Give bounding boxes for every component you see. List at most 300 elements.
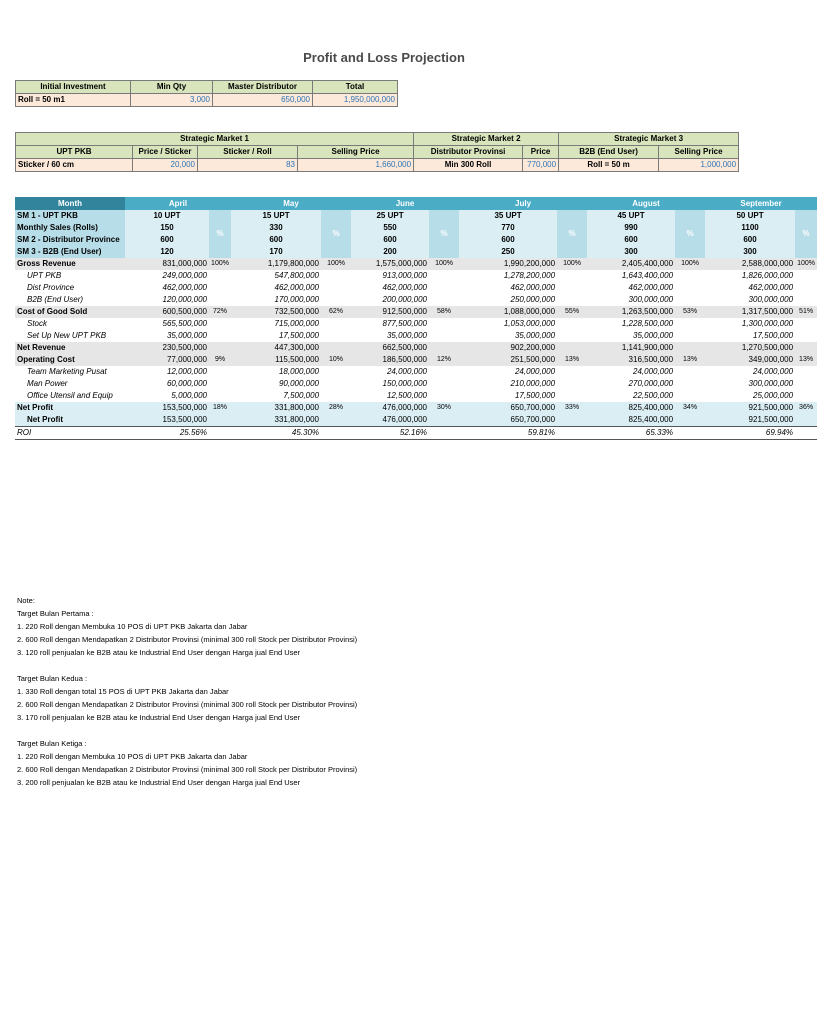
row-percent [675, 390, 705, 402]
row-percent [429, 342, 459, 354]
row-percent [321, 390, 351, 402]
row-value: 1,270,500,000 [705, 342, 795, 354]
row-percent: 34% [675, 402, 705, 414]
row-percent [795, 414, 817, 427]
row-value: 1,317,500,000 [705, 306, 795, 318]
financial-row [15, 342, 817, 354]
row-value: 77,000,000 [125, 354, 209, 366]
row-percent [675, 342, 705, 354]
roi-label: ROI [15, 427, 125, 440]
sm-row-label: SM 3 - B2B (End User) [15, 246, 125, 258]
note-line: 1. 330 Roll dengan total 15 POS di UPT PKB Jakarta dan Jabar [17, 687, 229, 696]
roi-value: 65.33% [587, 427, 675, 440]
row-value: 12,500,000 [386, 391, 428, 400]
row-percent [675, 270, 705, 282]
row-percent: 58% [429, 306, 459, 318]
row-value: 251,500,000 [459, 354, 557, 366]
financial-row [15, 390, 817, 402]
row-value: 170,000,000 [274, 295, 320, 304]
notes-section [17, 594, 357, 789]
sm-value: 170 [231, 246, 321, 258]
row-value: 1,643,400,000 [621, 271, 674, 280]
row-value: 186,500,000 [351, 354, 429, 366]
row-value: 300,000,000 [748, 379, 794, 388]
header-sticker-roll: Sticker / Roll [198, 146, 298, 159]
header-min-qty: Min Qty [131, 81, 213, 94]
row-percent [795, 294, 817, 306]
row-value: 1,300,000,000 [741, 319, 794, 328]
month-name: August [587, 197, 705, 210]
row-value: 300,000,000 [628, 295, 674, 304]
row-percent [557, 318, 587, 330]
sm-value: 250 [459, 246, 557, 258]
b2b-selling-price-value: 1,000,000 [659, 159, 739, 172]
row-percent [795, 282, 817, 294]
row-value: 230,500,000 [125, 342, 209, 354]
row-percent [795, 342, 817, 354]
market-item: Sticker / 60 cm [16, 159, 133, 172]
row-value: 1,990,200,000 [459, 258, 557, 270]
row-percent [557, 270, 587, 282]
row-percent [209, 270, 231, 282]
month-label: Month [15, 197, 125, 210]
row-value: 17,500,000 [278, 331, 320, 340]
row-value: 447,300,000 [231, 342, 321, 354]
row-percent [557, 366, 587, 378]
row-percent: 100% [795, 258, 817, 270]
market-row [16, 159, 739, 172]
header-selling-price-b2b: Selling Price [659, 146, 739, 159]
row-value: 210,000,000 [510, 379, 556, 388]
row-value: 270,000,000 [628, 379, 674, 388]
note-line: 1. 220 Roll dengan Membuka 10 POS di UPT PKB Jakarta dan Jabar [17, 622, 248, 631]
row-label: UPT PKB [27, 271, 62, 280]
percent-column-header: % [675, 210, 705, 258]
row-value: 831,000,000 [125, 258, 209, 270]
row-label: Operating Cost [15, 354, 125, 366]
month-name: September [705, 197, 817, 210]
row-value: 17,500,000 [514, 391, 556, 400]
row-value: 1,053,000,000 [503, 319, 556, 328]
row-percent: 55% [557, 306, 587, 318]
roi-spacer [429, 427, 459, 440]
row-percent [557, 378, 587, 390]
row-value: 462,000,000 [162, 283, 207, 292]
sm-value: 1100 [705, 222, 795, 234]
row-percent [209, 342, 231, 354]
row-percent: 28% [321, 402, 351, 414]
strategic-market-table [15, 132, 739, 172]
row-percent [429, 294, 459, 306]
sm-value: 990 [587, 222, 675, 234]
row-value: 921,500,000 [705, 402, 795, 414]
row-value: 476,000,000 [351, 402, 429, 414]
row-percent [429, 270, 459, 282]
row-percent [675, 282, 705, 294]
row-percent [321, 282, 351, 294]
row-value: 732,500,000 [231, 306, 321, 318]
row-percent [557, 282, 587, 294]
roi-value: 69.94% [705, 427, 795, 440]
row-percent [429, 330, 459, 342]
header-selling-price: Selling Price [298, 146, 414, 159]
row-percent [321, 330, 351, 342]
header-upt-pkb: UPT PKB [16, 146, 133, 159]
row-percent [557, 390, 587, 402]
row-value: 153,500,000 [125, 414, 209, 427]
row-percent [209, 282, 231, 294]
row-value: 2,405,400,000 [587, 258, 675, 270]
row-value: 565,500,000 [162, 319, 207, 328]
row-percent [209, 294, 231, 306]
row-label: Office Utensil and Equip [27, 391, 113, 400]
note-line: 1. 220 Roll dengan Membuka 10 POS di UPT PKB Jakarta dan Jabar [17, 752, 248, 761]
header-price: Price [523, 146, 559, 159]
row-percent [675, 318, 705, 330]
sm-value: 150 [125, 222, 209, 234]
row-percent: 9% [209, 354, 231, 366]
row-percent [429, 366, 459, 378]
month-name: May [231, 197, 351, 210]
row-value: 1,263,500,000 [587, 306, 675, 318]
row-value: 2,588,000,000 [705, 258, 795, 270]
total-value: 1,950,000,000 [313, 94, 398, 107]
row-value: 650,700,000 [459, 402, 557, 414]
sm-value: 10 UPT [125, 210, 209, 222]
percent-column-header: % [557, 210, 587, 258]
note-heading: Target Bulan Pertama : [17, 609, 94, 618]
roi-value: 25.56% [125, 427, 209, 440]
row-percent [209, 366, 231, 378]
row-value: 715,000,000 [274, 319, 320, 328]
row-value: 462,000,000 [748, 283, 794, 292]
row-value: 1,088,000,000 [459, 306, 557, 318]
row-value: 24,000,000 [514, 367, 556, 376]
header-total: Total [313, 81, 398, 94]
percent-column-header: % [429, 210, 459, 258]
header-distributor-provinsi: Distributor Provinsi [414, 146, 523, 159]
sm-value: 600 [125, 234, 209, 246]
row-percent [429, 378, 459, 390]
selling-price-value: 1,660,000 [298, 159, 414, 172]
sm-value: 300 [705, 246, 795, 258]
sm-value: 600 [587, 234, 675, 246]
row-value: 300,000,000 [748, 295, 794, 304]
row-value: 1,228,500,000 [621, 319, 674, 328]
row-value: 24,000,000 [753, 367, 794, 376]
row-percent [795, 378, 817, 390]
row-percent: 36% [795, 402, 817, 414]
row-percent: 18% [209, 402, 231, 414]
roi-spacer [795, 427, 817, 440]
roi-spacer [557, 427, 587, 440]
row-value: 825,400,000 [587, 414, 675, 427]
percent-column-header: % [321, 210, 351, 258]
distributor-provinsi-value: Min 300 Roll [414, 159, 523, 172]
row-percent [675, 294, 705, 306]
row-percent: 100% [321, 258, 351, 270]
row-value: 35,000,000 [166, 331, 207, 340]
note-line: 2. 600 Roll dengan Mendapatkan 2 Distributor Provinsi (minimal 300 roll Stock per Distributor Provinsi) [17, 765, 358, 774]
row-value: 547,800,000 [274, 271, 320, 280]
row-value: 1,826,000,000 [741, 271, 794, 280]
row-value: 650,700,000 [459, 414, 557, 427]
financial-row [15, 270, 817, 282]
row-percent [321, 366, 351, 378]
notes-gap [17, 659, 357, 672]
row-value: 7,500,000 [283, 391, 320, 400]
row-value: 1,575,000,000 [351, 258, 429, 270]
row-value: 600,500,000 [125, 306, 209, 318]
page-title: Profit and Loss Projection [303, 50, 465, 65]
row-percent: 53% [675, 306, 705, 318]
row-percent [209, 414, 231, 427]
row-value: 249,000,000 [162, 271, 207, 280]
row-label: Team Marketing Pusat [27, 367, 107, 376]
strategic-market-3: Strategic Market 3 [559, 133, 739, 146]
row-label: B2B (End User) [27, 295, 84, 304]
month-name: June [351, 197, 459, 210]
note-heading: Note: [17, 596, 35, 605]
header-price-sticker: Price / Sticker [133, 146, 198, 159]
row-value: 120,000,000 [162, 295, 207, 304]
strategic-market-2: Strategic Market 2 [414, 133, 559, 146]
row-value: 24,000,000 [386, 367, 428, 376]
roi-value: 45.30% [231, 427, 321, 440]
row-value: 1,179,800,000 [231, 258, 321, 270]
header-master-distributor: Master Distributor [213, 81, 313, 94]
row-percent [321, 294, 351, 306]
row-percent [795, 330, 817, 342]
row-label: Man Power [27, 379, 68, 388]
row-percent: 13% [795, 354, 817, 366]
row-value: 17,500,000 [753, 331, 794, 340]
row-value: 12,000,000 [166, 367, 207, 376]
investment-header-row [16, 81, 398, 94]
financial-row [15, 330, 817, 342]
row-percent: 100% [429, 258, 459, 270]
distributor-price-value: 770,000 [523, 159, 559, 172]
financial-row [15, 318, 817, 330]
investment-table [15, 80, 398, 107]
market-header-row [16, 146, 739, 159]
financial-row [15, 294, 817, 306]
row-label: Set Up New UPT PKB [27, 331, 107, 340]
price-sticker-value: 20,000 [133, 159, 198, 172]
row-value: 912,500,000 [351, 306, 429, 318]
row-percent: 12% [429, 354, 459, 366]
row-label: Net Profit [15, 414, 125, 427]
note-line: 2. 600 Roll dengan Mendapatkan 2 Distributor Provinsi (minimal 300 roll Stock per Distributor Provinsi) [17, 700, 358, 709]
financial-row [15, 282, 817, 294]
financial-row [15, 354, 817, 366]
financial-row [15, 258, 817, 270]
row-label: Gross Revenue [15, 258, 125, 270]
row-percent [557, 294, 587, 306]
row-value: 921,500,000 [705, 414, 795, 427]
sm-value: 600 [231, 234, 321, 246]
row-value: 913,000,000 [382, 271, 428, 280]
sm-row-label: SM 2 - Distributor Province [15, 234, 125, 246]
row-value: 462,000,000 [628, 283, 674, 292]
b2b-value: Roll = 50 m [559, 159, 659, 172]
percent-column-header: % [209, 210, 231, 258]
row-percent [675, 378, 705, 390]
row-value: 316,500,000 [587, 354, 675, 366]
note-line: 3. 170 roll penjualan ke B2B atau ke Industrial End User dengan Harga jual End User [17, 713, 301, 722]
row-value: 1,278,200,000 [503, 271, 556, 280]
sm-value: 330 [231, 222, 321, 234]
row-percent: 100% [209, 258, 231, 270]
row-value: 60,000,000 [166, 379, 207, 388]
financial-row [15, 414, 817, 427]
row-value: 331,800,000 [231, 402, 321, 414]
row-value: 662,500,000 [351, 342, 429, 354]
sm-value: 550 [351, 222, 429, 234]
row-percent [675, 366, 705, 378]
sm-value: 770 [459, 222, 557, 234]
row-value: 90,000,000 [278, 379, 320, 388]
row-value: 902,200,000 [459, 342, 557, 354]
row-percent: 10% [321, 354, 351, 366]
sm-value: 25 UPT [351, 210, 429, 222]
row-percent [429, 414, 459, 427]
row-percent: 30% [429, 402, 459, 414]
percent-column-header: % [795, 210, 817, 258]
row-percent [209, 390, 231, 402]
row-label: Dist Province [27, 283, 75, 292]
row-value: 5,000,000 [171, 391, 207, 400]
row-value: 35,000,000 [386, 331, 428, 340]
sm-value: 15 UPT [231, 210, 321, 222]
row-percent [675, 414, 705, 427]
row-percent [795, 366, 817, 378]
row-percent [209, 318, 231, 330]
row-value: 153,500,000 [125, 402, 209, 414]
row-percent: 13% [675, 354, 705, 366]
sm-value: 200 [351, 246, 429, 258]
row-percent: 62% [321, 306, 351, 318]
note-line: 2. 600 Roll dengan Mendapatkan 2 Distributor Provinsi (minimal 300 roll Stock per Distributor Provinsi) [17, 635, 358, 644]
row-percent [429, 282, 459, 294]
projection-table [15, 197, 817, 440]
row-value: 250,000,000 [510, 295, 556, 304]
row-value: 35,000,000 [633, 331, 674, 340]
month-header-row [15, 197, 817, 210]
row-value: 877,500,000 [382, 319, 428, 328]
row-percent [209, 378, 231, 390]
row-percent: 72% [209, 306, 231, 318]
row-value: 115,500,000 [231, 354, 321, 366]
sm-row-label: Monthly Sales (Rolls) [15, 222, 125, 234]
header-initial-investment: Initial Investment [16, 81, 131, 94]
sm-value: 45 UPT [587, 210, 675, 222]
financial-row [15, 306, 817, 318]
row-value: 22,500,000 [633, 391, 674, 400]
row-value: 462,000,000 [382, 283, 428, 292]
row-value: 462,000,000 [510, 283, 556, 292]
note-heading: Target Bulan Kedua : [17, 674, 88, 683]
row-percent [321, 378, 351, 390]
sm-row-label: SM 1 - UPT PKB [15, 210, 125, 222]
row-value: 35,000,000 [514, 331, 556, 340]
row-percent [429, 390, 459, 402]
roi-value: 59.81% [459, 427, 557, 440]
row-percent [557, 330, 587, 342]
roi-spacer [321, 427, 351, 440]
month-name: July [459, 197, 587, 210]
notes-gap [17, 724, 357, 737]
note-heading: Target Bulan Ketiga : [17, 739, 87, 748]
sm-value: 600 [351, 234, 429, 246]
row-value: 25,000,000 [753, 391, 794, 400]
row-percent [429, 318, 459, 330]
row-percent [675, 330, 705, 342]
sticker-roll-value: 83 [198, 159, 298, 172]
master-distributor-value: 650,000 [213, 94, 313, 107]
sm-row [15, 210, 817, 222]
row-percent: 100% [557, 258, 587, 270]
row-value: 349,000,000 [705, 354, 795, 366]
row-percent [321, 414, 351, 427]
row-percent: 13% [557, 354, 587, 366]
financial-row [15, 366, 817, 378]
row-value: 825,400,000 [587, 402, 675, 414]
row-percent [557, 414, 587, 427]
row-percent: 33% [557, 402, 587, 414]
note-line: 3. 200 roll penjualan ke B2B atau ke Industrial End User dengan Harga jual End User [17, 778, 301, 787]
row-percent [209, 330, 231, 342]
row-label: Net Revenue [15, 342, 125, 354]
market-group-row [16, 133, 739, 146]
row-value: 18,000,000 [278, 367, 320, 376]
row-value: 1,141,900,000 [587, 342, 675, 354]
row-value: 150,000,000 [382, 379, 428, 388]
sm-value: 600 [705, 234, 795, 246]
row-percent: 51% [795, 306, 817, 318]
financial-row [15, 378, 817, 390]
investment-row [16, 94, 398, 107]
sm-value: 35 UPT [459, 210, 557, 222]
row-percent [795, 318, 817, 330]
row-percent [321, 342, 351, 354]
header-b2b: B2B (End User) [559, 146, 659, 159]
row-value: 24,000,000 [633, 367, 674, 376]
row-percent [795, 270, 817, 282]
note-line: 3. 120 roll penjualan ke B2B atau ke Industrial End User dengan Harga jual End User [17, 648, 301, 657]
sm-value: 50 UPT [705, 210, 795, 222]
financial-row [15, 402, 817, 414]
row-percent [557, 342, 587, 354]
row-value: 200,000,000 [382, 295, 428, 304]
row-label: Cost of Good Sold [15, 306, 125, 318]
min-qty-value: 3,000 [131, 94, 213, 107]
roi-value: 52.16% [351, 427, 429, 440]
row-value: 476,000,000 [351, 414, 429, 427]
row-label: Stock [27, 319, 48, 328]
row-value: 462,000,000 [274, 283, 320, 292]
sm-value: 120 [125, 246, 209, 258]
row-percent [321, 318, 351, 330]
investment-item: Roll = 50 m1 [16, 94, 131, 107]
sm-value: 600 [459, 234, 557, 246]
row-label: Net Profit [15, 402, 125, 414]
roi-spacer [675, 427, 705, 440]
roi-spacer [209, 427, 231, 440]
row-percent [321, 270, 351, 282]
sm-value: 300 [587, 246, 675, 258]
strategic-market-1: Strategic Market 1 [16, 133, 414, 146]
